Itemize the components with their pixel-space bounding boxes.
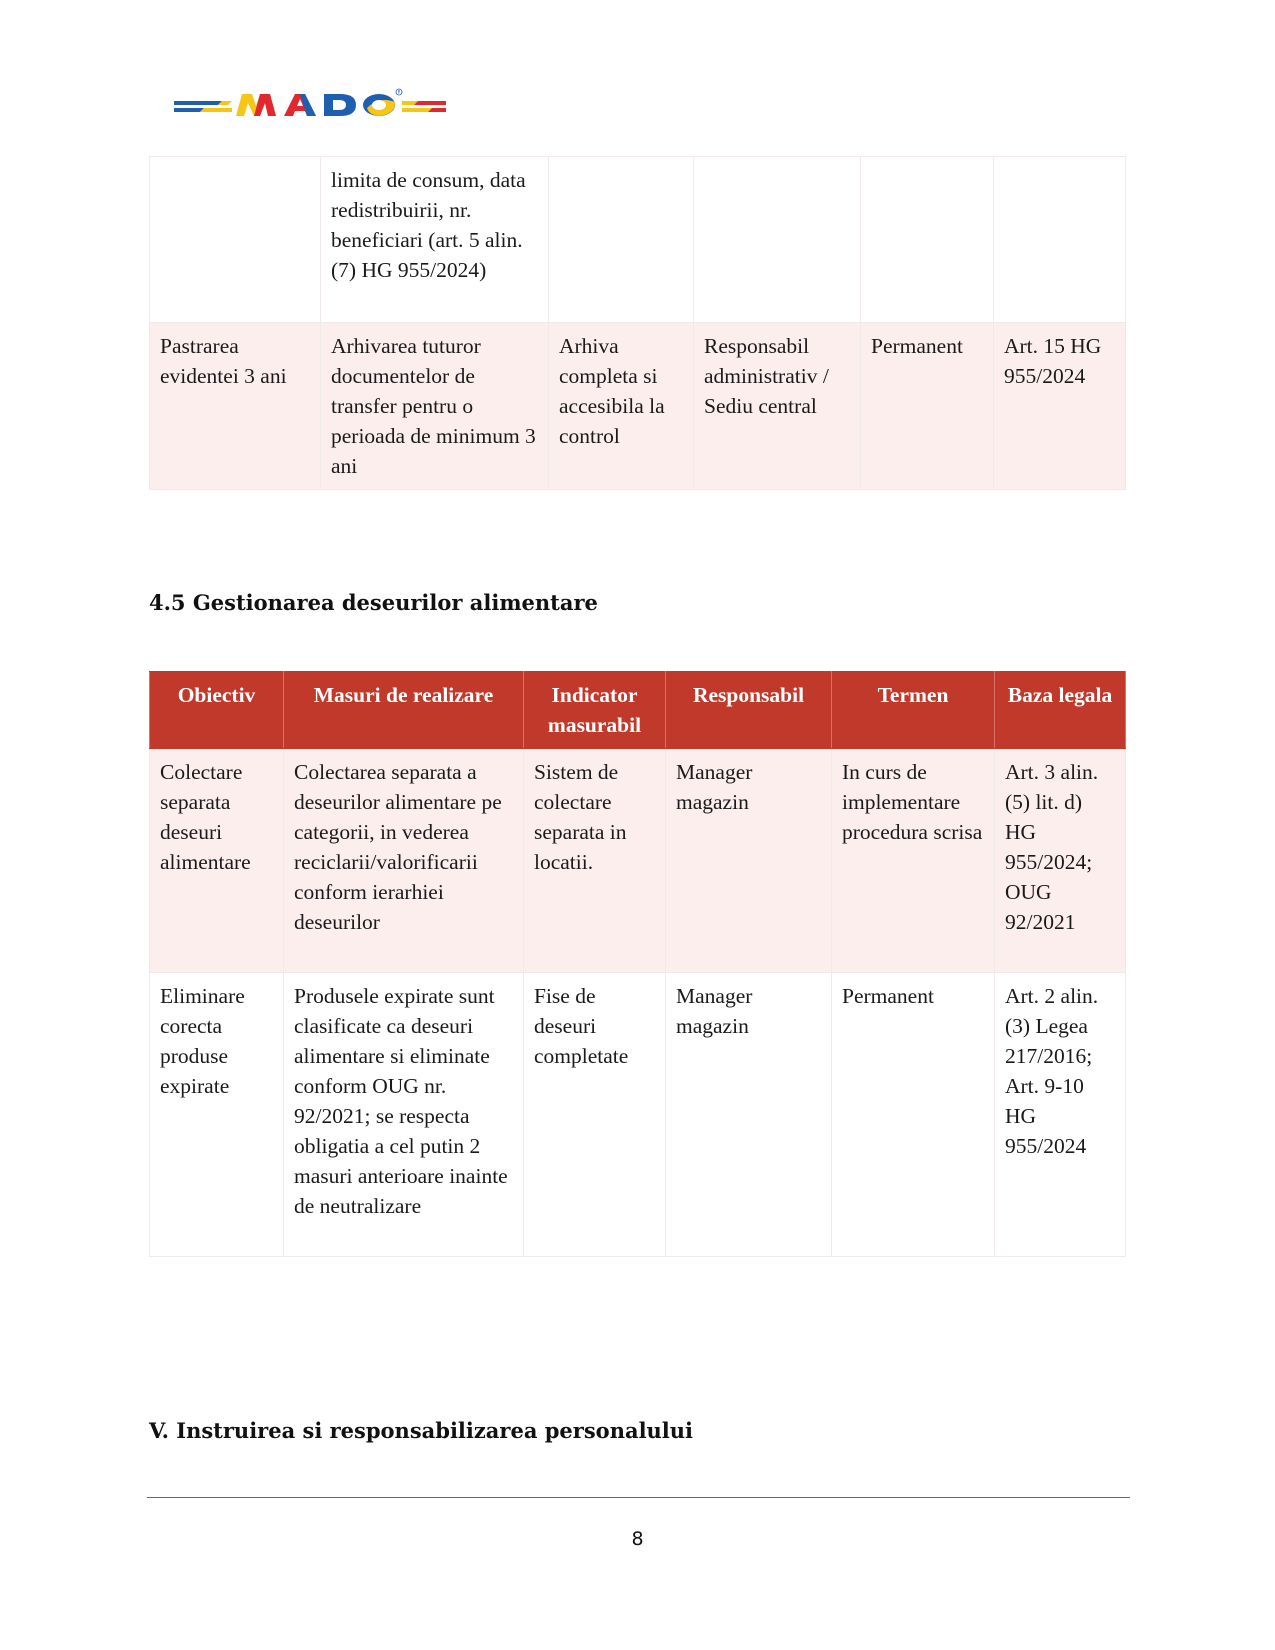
- table-cell: In curs de implementare procedura scrisa: [832, 749, 995, 973]
- table-cell: Fise de deseuri completate: [524, 973, 666, 1257]
- table-cell: limita de consum, data redistribuirii, nr. beneficiari (art. 5 alin. (7) HG 955/2024): [321, 157, 549, 323]
- svg-text:R: R: [397, 89, 401, 95]
- mado-logo-icon: [174, 88, 446, 120]
- table-cell: Permanent: [832, 973, 995, 1257]
- table-cell: Arhivarea tuturor documentelor de transfer pentru o perioada de minimum 3 ani: [321, 323, 549, 490]
- table-cell: Arhiva completa si accesibila la control: [549, 323, 694, 490]
- table-cell: Art. 15 HG 955/2024: [994, 323, 1126, 490]
- table-cell: Manager magazin: [666, 973, 832, 1257]
- table-cell: Art. 2 alin. (3) Legea 217/2016; Art. 9-10 HG 955/2024: [995, 973, 1126, 1257]
- table-cell: Colectare separata deseuri alimentare: [150, 749, 284, 973]
- column-header-masuri: Masuri de realizare: [284, 672, 524, 749]
- table-cell: [549, 157, 694, 323]
- table-cell: Eliminare corecta produse expirate: [150, 973, 284, 1257]
- section-heading-v: V. Instruirea si responsabilizarea personalului: [149, 1418, 694, 1443]
- table-cell: Responsabil administrativ / Sediu central: [694, 323, 861, 490]
- table-row: [150, 973, 1126, 1257]
- continued-table: [149, 156, 1126, 490]
- mado-logo: [174, 88, 446, 120]
- column-header-indicator: Indicator masurabil: [524, 672, 666, 749]
- table-cell: Permanent: [861, 323, 994, 490]
- column-header-obiectiv: Obiectiv: [150, 672, 284, 749]
- table-header-row: [150, 672, 1126, 749]
- table-cell: [994, 157, 1126, 323]
- table-cell: Sistem de colectare separata in locatii.: [524, 749, 666, 973]
- waste-management-table: [149, 671, 1126, 1257]
- table-row: [150, 323, 1126, 490]
- table-cell: [861, 157, 994, 323]
- table-cell: Art. 3 alin. (5) lit. d) HG 955/2024; OUG 92/2021: [995, 749, 1126, 973]
- table-cell: Colectarea separata a deseurilor alimentare pe categorii, in vederea reciclarii/valorificarii conform ierarhiei deseurilor: [284, 749, 524, 973]
- table-cell: [150, 157, 321, 323]
- table-row: [150, 749, 1126, 973]
- column-header-termen: Termen: [832, 672, 995, 749]
- column-header-responsabil: Responsabil: [666, 672, 832, 749]
- table-cell: Manager magazin: [666, 749, 832, 973]
- column-header-baza-legala: Baza legala: [995, 672, 1126, 749]
- footer-divider: [147, 1497, 1130, 1498]
- table-cell: Produsele expirate sunt clasificate ca deseuri alimentare si eliminate conform OUG nr. 92/2021; se respecta obligatia a cel putin 2 masuri anterioare inainte de neutralizare: [284, 973, 524, 1257]
- table-cell: Pastrarea evidentei 3 ani: [150, 323, 321, 490]
- section-heading-4-5: 4.5 Gestionarea deseurilor alimentare: [149, 590, 598, 615]
- table-cell: [694, 157, 861, 323]
- table-row: [150, 157, 1126, 323]
- page-number: 8: [631, 1528, 644, 1550]
